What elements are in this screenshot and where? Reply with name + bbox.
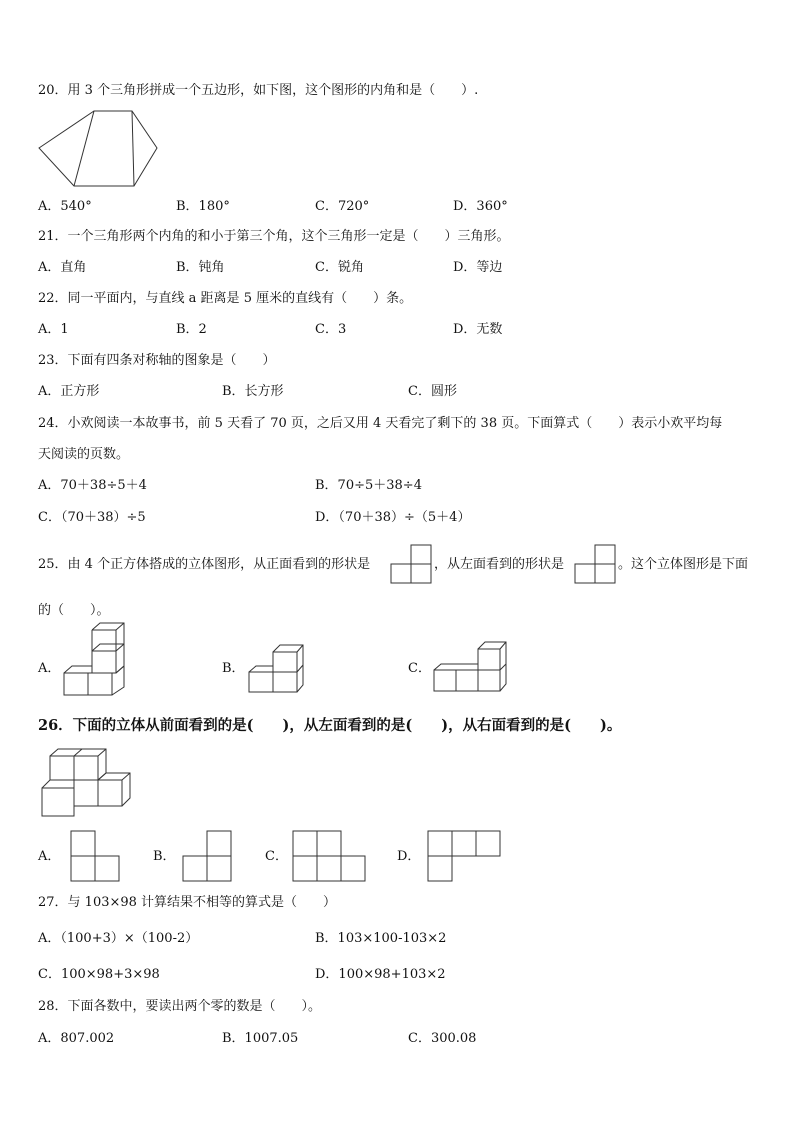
q28-option-c[interactable]: C．300.08 bbox=[408, 1031, 477, 1046]
q27-option-d[interactable]: D．100×98+103×2 bbox=[315, 967, 446, 982]
q28-option-b[interactable]: B．1007.05 bbox=[222, 1031, 299, 1046]
q26-stem: 26．下面的立体从前面看到的是( )，从左面看到的是( )，从右面看到的是( )。 bbox=[38, 717, 622, 734]
q26-option-c-label[interactable]: C． bbox=[265, 849, 288, 864]
q22-option-b[interactable]: B．2 bbox=[176, 322, 207, 337]
q23-option-c[interactable]: C．圆形 bbox=[408, 384, 457, 399]
q21-option-d[interactable]: D．等边 bbox=[453, 260, 503, 275]
q26-option-a-view-figure bbox=[70, 830, 120, 882]
q23-stem: 23．下面有四条对称轴的图象是（ ） bbox=[38, 353, 276, 368]
q27-option-b[interactable]: B．103×100-103×2 bbox=[315, 931, 447, 946]
q21-option-c[interactable]: C．锐角 bbox=[315, 260, 364, 275]
q24-option-b[interactable]: B．70÷5＋38÷4 bbox=[315, 478, 422, 493]
q26-option-b-view-figure bbox=[182, 830, 232, 882]
q25-option-a-cube-figure bbox=[62, 636, 124, 698]
q26-option-c-view-figure bbox=[292, 830, 366, 882]
q24-stem-line2: 天阅读的页数。 bbox=[38, 447, 130, 462]
q20-option-a[interactable]: A．540° bbox=[38, 199, 92, 214]
q21-option-a[interactable]: A．直角 bbox=[38, 260, 87, 275]
q24-stem-line1: 24．小欢阅读一本故事书，前 5 天看了 70 页，之后又用 4 天看完了剩下的 38 页。下面算式（ ）表示小欢平均每 bbox=[38, 416, 723, 431]
q25-option-a-label[interactable]: A． bbox=[38, 661, 61, 676]
q26-option-b-label[interactable]: B． bbox=[153, 849, 176, 864]
q23-option-b[interactable]: B．长方形 bbox=[222, 384, 284, 399]
q20-stem: 20．用 3 个三角形拼成一个五边形，如下图，这个图形的内角和是（ ）. bbox=[38, 83, 479, 98]
q26-option-d-view-figure bbox=[427, 830, 501, 882]
q28-option-a[interactable]: A．807.002 bbox=[38, 1031, 115, 1046]
q24-option-a[interactable]: A．70＋38÷5＋4 bbox=[38, 478, 147, 493]
q20-option-d[interactable]: D．360° bbox=[453, 199, 508, 214]
q21-stem: 21．一个三角形两个内角的和小于第三个角，这个三角形一定是（ ）三角形。 bbox=[38, 229, 510, 244]
q26-option-a-label[interactable]: A． bbox=[38, 849, 61, 864]
q26-option-d-label[interactable]: D． bbox=[397, 849, 421, 864]
q28-stem: 28．下面各数中，要读出两个零的数是（ ）。 bbox=[38, 999, 322, 1014]
q22-option-c[interactable]: C．3 bbox=[315, 322, 347, 337]
q23-option-a[interactable]: A．正方形 bbox=[38, 384, 100, 399]
q27-option-c[interactable]: C．100×98+3×98 bbox=[38, 967, 160, 982]
pentagon-figure bbox=[36, 108, 160, 190]
q25-stem-part3: 。这个立体图形是下面 bbox=[618, 557, 749, 572]
q27-option-a[interactable]: A．（100+3）×（100-2） bbox=[38, 931, 199, 946]
q25-stem-part1: 25．由 4 个正方体搭成的立体图形，从正面看到的形状是 bbox=[38, 557, 371, 572]
q21-option-b[interactable]: B．钝角 bbox=[176, 260, 225, 275]
q25-stem-part2: ，从左面看到的形状是 bbox=[434, 557, 565, 572]
q25-option-b-cube-figure bbox=[247, 642, 303, 696]
q20-option-b[interactable]: B．180° bbox=[176, 199, 230, 214]
q25-left-view-icon bbox=[574, 544, 618, 584]
q22-option-d[interactable]: D．无数 bbox=[453, 322, 503, 337]
q27-stem: 27．与 103×98 计算结果不相等的算式是（ ） bbox=[38, 895, 337, 910]
q24-option-d[interactable]: D．（70＋38）÷（5＋4） bbox=[315, 510, 471, 525]
q25-option-c-label[interactable]: C． bbox=[408, 661, 431, 676]
q20-option-c[interactable]: C．720° bbox=[315, 199, 370, 214]
q24-option-c[interactable]: C．（70＋38）÷5 bbox=[38, 510, 146, 525]
q25-option-c-cube-figure bbox=[432, 640, 506, 694]
q22-stem: 22．同一平面内，与直线 a 距离是 5 厘米的直线有（ ）条。 bbox=[38, 291, 413, 306]
q25-option-b-label[interactable]: B． bbox=[222, 661, 245, 676]
q25-front-view-icon bbox=[390, 544, 434, 584]
q25-stem-line2: 的（ ）。 bbox=[38, 603, 110, 618]
q26-solid-figure bbox=[40, 748, 134, 820]
q22-option-a[interactable]: A．1 bbox=[38, 322, 69, 337]
